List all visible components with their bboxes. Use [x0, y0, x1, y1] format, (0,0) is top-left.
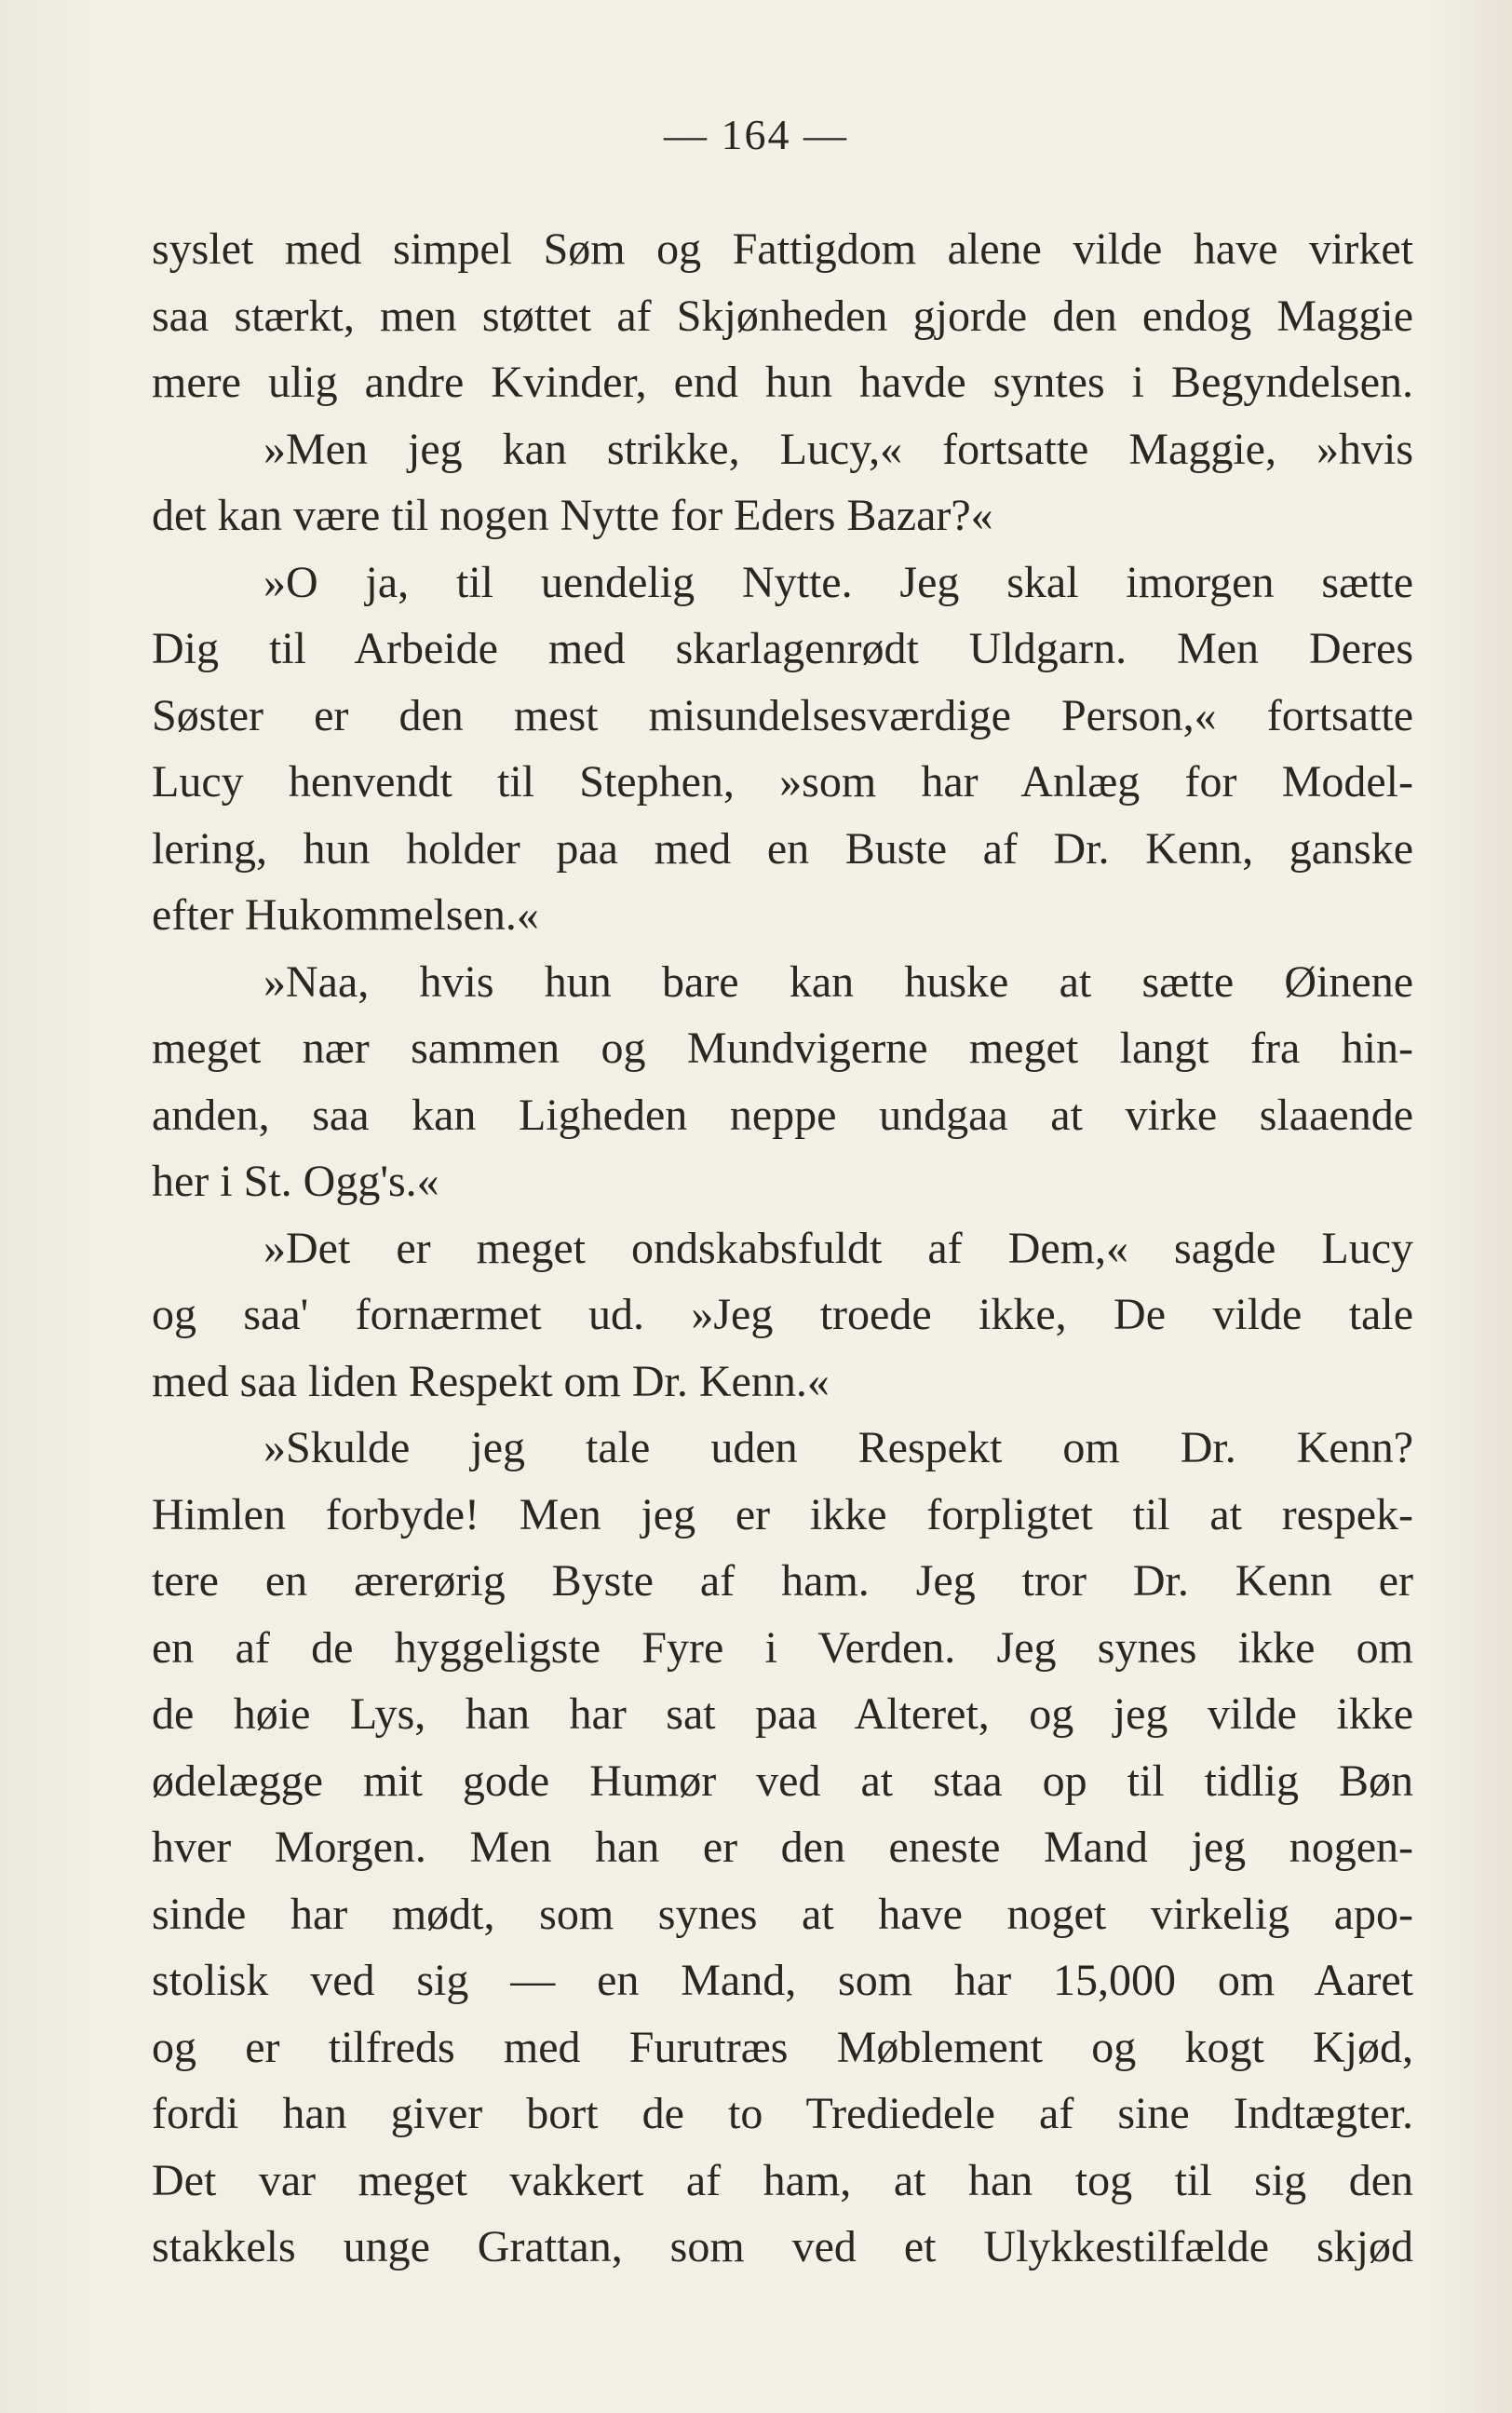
text-line: syslet med simpel Søm og Fattigdom alene vilde have virket — [152, 224, 1413, 274]
text-line: efter Hukommelsen.« — [152, 890, 539, 940]
text-line: »Naa, hvis hun bare kan huske at sætte Øinene — [263, 956, 1413, 1007]
text-line: meget nær sammen og Mundvigerne meget langt fra hin- — [152, 1023, 1413, 1073]
text-line: Det var meget vakkert af ham, at han tog til sig den — [152, 2155, 1413, 2205]
text-line: anden, saa kan Ligheden neppe undgaa at virke slaaende — [152, 1090, 1413, 1140]
text-line: sinde har mødt, som synes at have noget virkelig apo- — [152, 1889, 1413, 1939]
text-line: Lucy henvendt til Stephen, »som har Anlæg for Model- — [152, 757, 1413, 807]
text-line: tere en ærerørig Byste af ham. Jeg tror Dr. Kenn er — [152, 1556, 1413, 1606]
text-line: mere ulig andre Kvinder, end hun havde syntes i Begyndelsen. — [152, 358, 1413, 407]
text-line: »Men jeg kan strikke, Lucy,« fortsatte Maggie, »hvis — [263, 424, 1413, 474]
text-line: ødelægge mit gode Humør ved at staa op til tidlig Bøn — [152, 1756, 1413, 1806]
text-line: »O ja, til uendelig Nytte. Jeg skal imorgen sætte — [263, 557, 1413, 607]
text-line: Himlen forbyde! Men jeg er ikke forpligtet til at respek- — [152, 1489, 1413, 1539]
body-text — [152, 216, 1413, 2281]
text-line: det kan være til nogen Nytte for Eders Bazar?« — [152, 491, 993, 540]
text-line: de høie Lys, han har sat paa Alteret, og jeg vilde ikke — [152, 1689, 1413, 1739]
page-number: — 164 — — [664, 111, 848, 158]
text-line: fordi han giver bort de to Trediedele af sine Indtægter. — [152, 2089, 1413, 2138]
text-line: stakkels unge Grattan, som ved et Ulykkestilfælde skjød — [152, 2222, 1413, 2271]
text-line: en af de hyggeligste Fyre i Verden. Jeg synes ikke om — [152, 1622, 1413, 1673]
text-line: »Skulde jeg tale uden Respekt om Dr. Kenn? — [263, 1423, 1413, 1472]
text-line: lering, hun holder paa med en Buste af Dr. Kenn, ganske — [152, 823, 1413, 874]
text-line: »Det er meget ondskabsfuldt af Dem,« sagde Lucy — [263, 1223, 1413, 1273]
text-line: Søster er den mest misundelsesværdige Person,« fortsatte — [152, 690, 1413, 740]
text-line: og saa' fornærmet ud. »Jeg troede ikke, De vilde tale — [152, 1290, 1413, 1339]
text-line: hver Morgen. Men han er den eneste Mand jeg nogen- — [152, 1823, 1413, 1872]
text-line: Dig til Arbeide med skarlagenrødt Uldgarn. Men Deres — [152, 624, 1413, 673]
text-line: med saa liden Respekt om Dr. Kenn.« — [152, 1356, 830, 1406]
text-line: saa stærkt, men støttet af Skjønheden gjorde den endog Maggie — [152, 291, 1413, 341]
text-line: stolisk ved sig — en Mand, som har 15,000 om Aaret — [152, 1956, 1413, 2005]
text-line: og er tilfreds med Furutræs Møblement og kogt Kjød, — [152, 2022, 1413, 2072]
text-line: her i St. Ogg's.« — [152, 1157, 439, 1206]
